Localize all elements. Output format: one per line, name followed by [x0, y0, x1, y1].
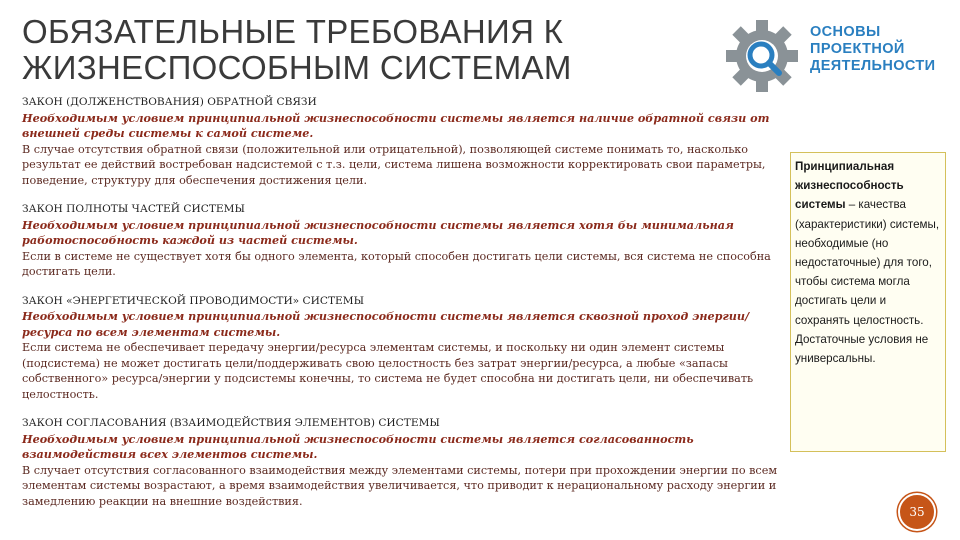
- logo-line-2: ПРОЕКТНОЙ: [810, 41, 905, 57]
- law-description: В случае отсутствия обратной связи (положительной или отрицательной), позволяющей системе понимать то, насколько результат ее действий востребован надсистемой с т.з. цели, система лишена возможности корректировать свои параметры, поведение, структуру для обеспечения достижения цели.: [22, 142, 766, 187]
- logo-text: [810, 24, 936, 75]
- definition-text: – качества (характеристики) системы, необходимые (но недостаточные) для того, чтобы система могла достигать цели и сохранять целостность. Достаточные условия не универсальны.: [795, 198, 940, 366]
- law-condition: Необходимым условием принципиальной жизнеспособности системы является хотя бы минимальная работоспособность каждой из частей системы.: [22, 217, 734, 247]
- gear-magnifier-icon: [724, 18, 804, 94]
- law-item: [22, 416, 782, 509]
- law-condition: Необходимым условием принципиальной жизнеспособности системы является наличие обратной связи от внешней среды системы к самой системе.: [22, 110, 770, 140]
- law-condition: Необходимым условием принципиальной жизнеспособности системы является согласованность взаимодействия всех элементов системы.: [22, 431, 694, 461]
- definition-box: [790, 152, 946, 452]
- law-description: Если система не обеспечивает передачу энергии/ресурса элементам системы, и поскольку ни один элемент системы (подсистема) не может достигать цели/поддерживать свою целостность без затрат энергии/ресурса, а любые «запасы собственного» ресурса/энергии у подсистемы конечны, то система не будет способна ни достигать цели, ни обеспечивать целостность.: [22, 341, 754, 401]
- law-title: ЗАКОН (ДОЛЖЕНСТВОВАНИЯ) ОБРАТНОЙ СВЯЗИ: [22, 96, 317, 108]
- law-item: [22, 294, 782, 403]
- logo: [724, 18, 954, 94]
- law-title: ЗАКОН ПОЛНОТЫ ЧАСТЕЙ СИСТЕМЫ: [22, 203, 245, 215]
- logo-line-1: ОСНОВЫ: [810, 24, 881, 40]
- title-line-2: ЖИЗНЕСПОСОБНЫМ СИСТЕМАМ: [22, 49, 572, 86]
- law-title: ЗАКОН СОГЛАСОВАНИЯ (ВЗАИМОДЕЙСТВИЯ ЭЛЕМЕНТОВ) СИСТЕМЫ: [22, 417, 440, 429]
- title-line-1: ОБЯЗАТЕЛЬНЫЕ ТРЕБОВАНИЯ К: [22, 13, 564, 50]
- law-description: Если в системе не существует хотя бы одного элемента, который способен достигать цели системы, вся система не способна достигать цели.: [22, 249, 771, 278]
- law-condition: Необходимым условием принципиальной жизнеспособности системы является сквозной проход энергии/ресурса по всем элементам системы.: [22, 309, 750, 339]
- definition-term: Принципиальная жизнеспособность системы: [795, 160, 904, 212]
- logo-line-3: ДЕЯТЕЛЬНОСТИ: [810, 58, 936, 74]
- law-item: [22, 95, 782, 188]
- laws-list: [22, 95, 782, 523]
- page-title: [22, 14, 662, 86]
- law-item: [22, 202, 782, 280]
- law-description: В случает отсутствия согласованного взаимодействия между элементами системы, потери при прохождении энергии по всем элементам системы возрастают, а время взаимодействия увеличивается, что приводит к нерациональному расходу энергии и замедлению реакции на внешние воздействия.: [22, 463, 778, 508]
- law-title: ЗАКОН «ЭНЕРГЕТИЧЕСКОЙ ПРОВОДИМОСТИ» СИСТЕМЫ: [22, 294, 365, 307]
- page-number-badge: 35: [898, 493, 936, 531]
